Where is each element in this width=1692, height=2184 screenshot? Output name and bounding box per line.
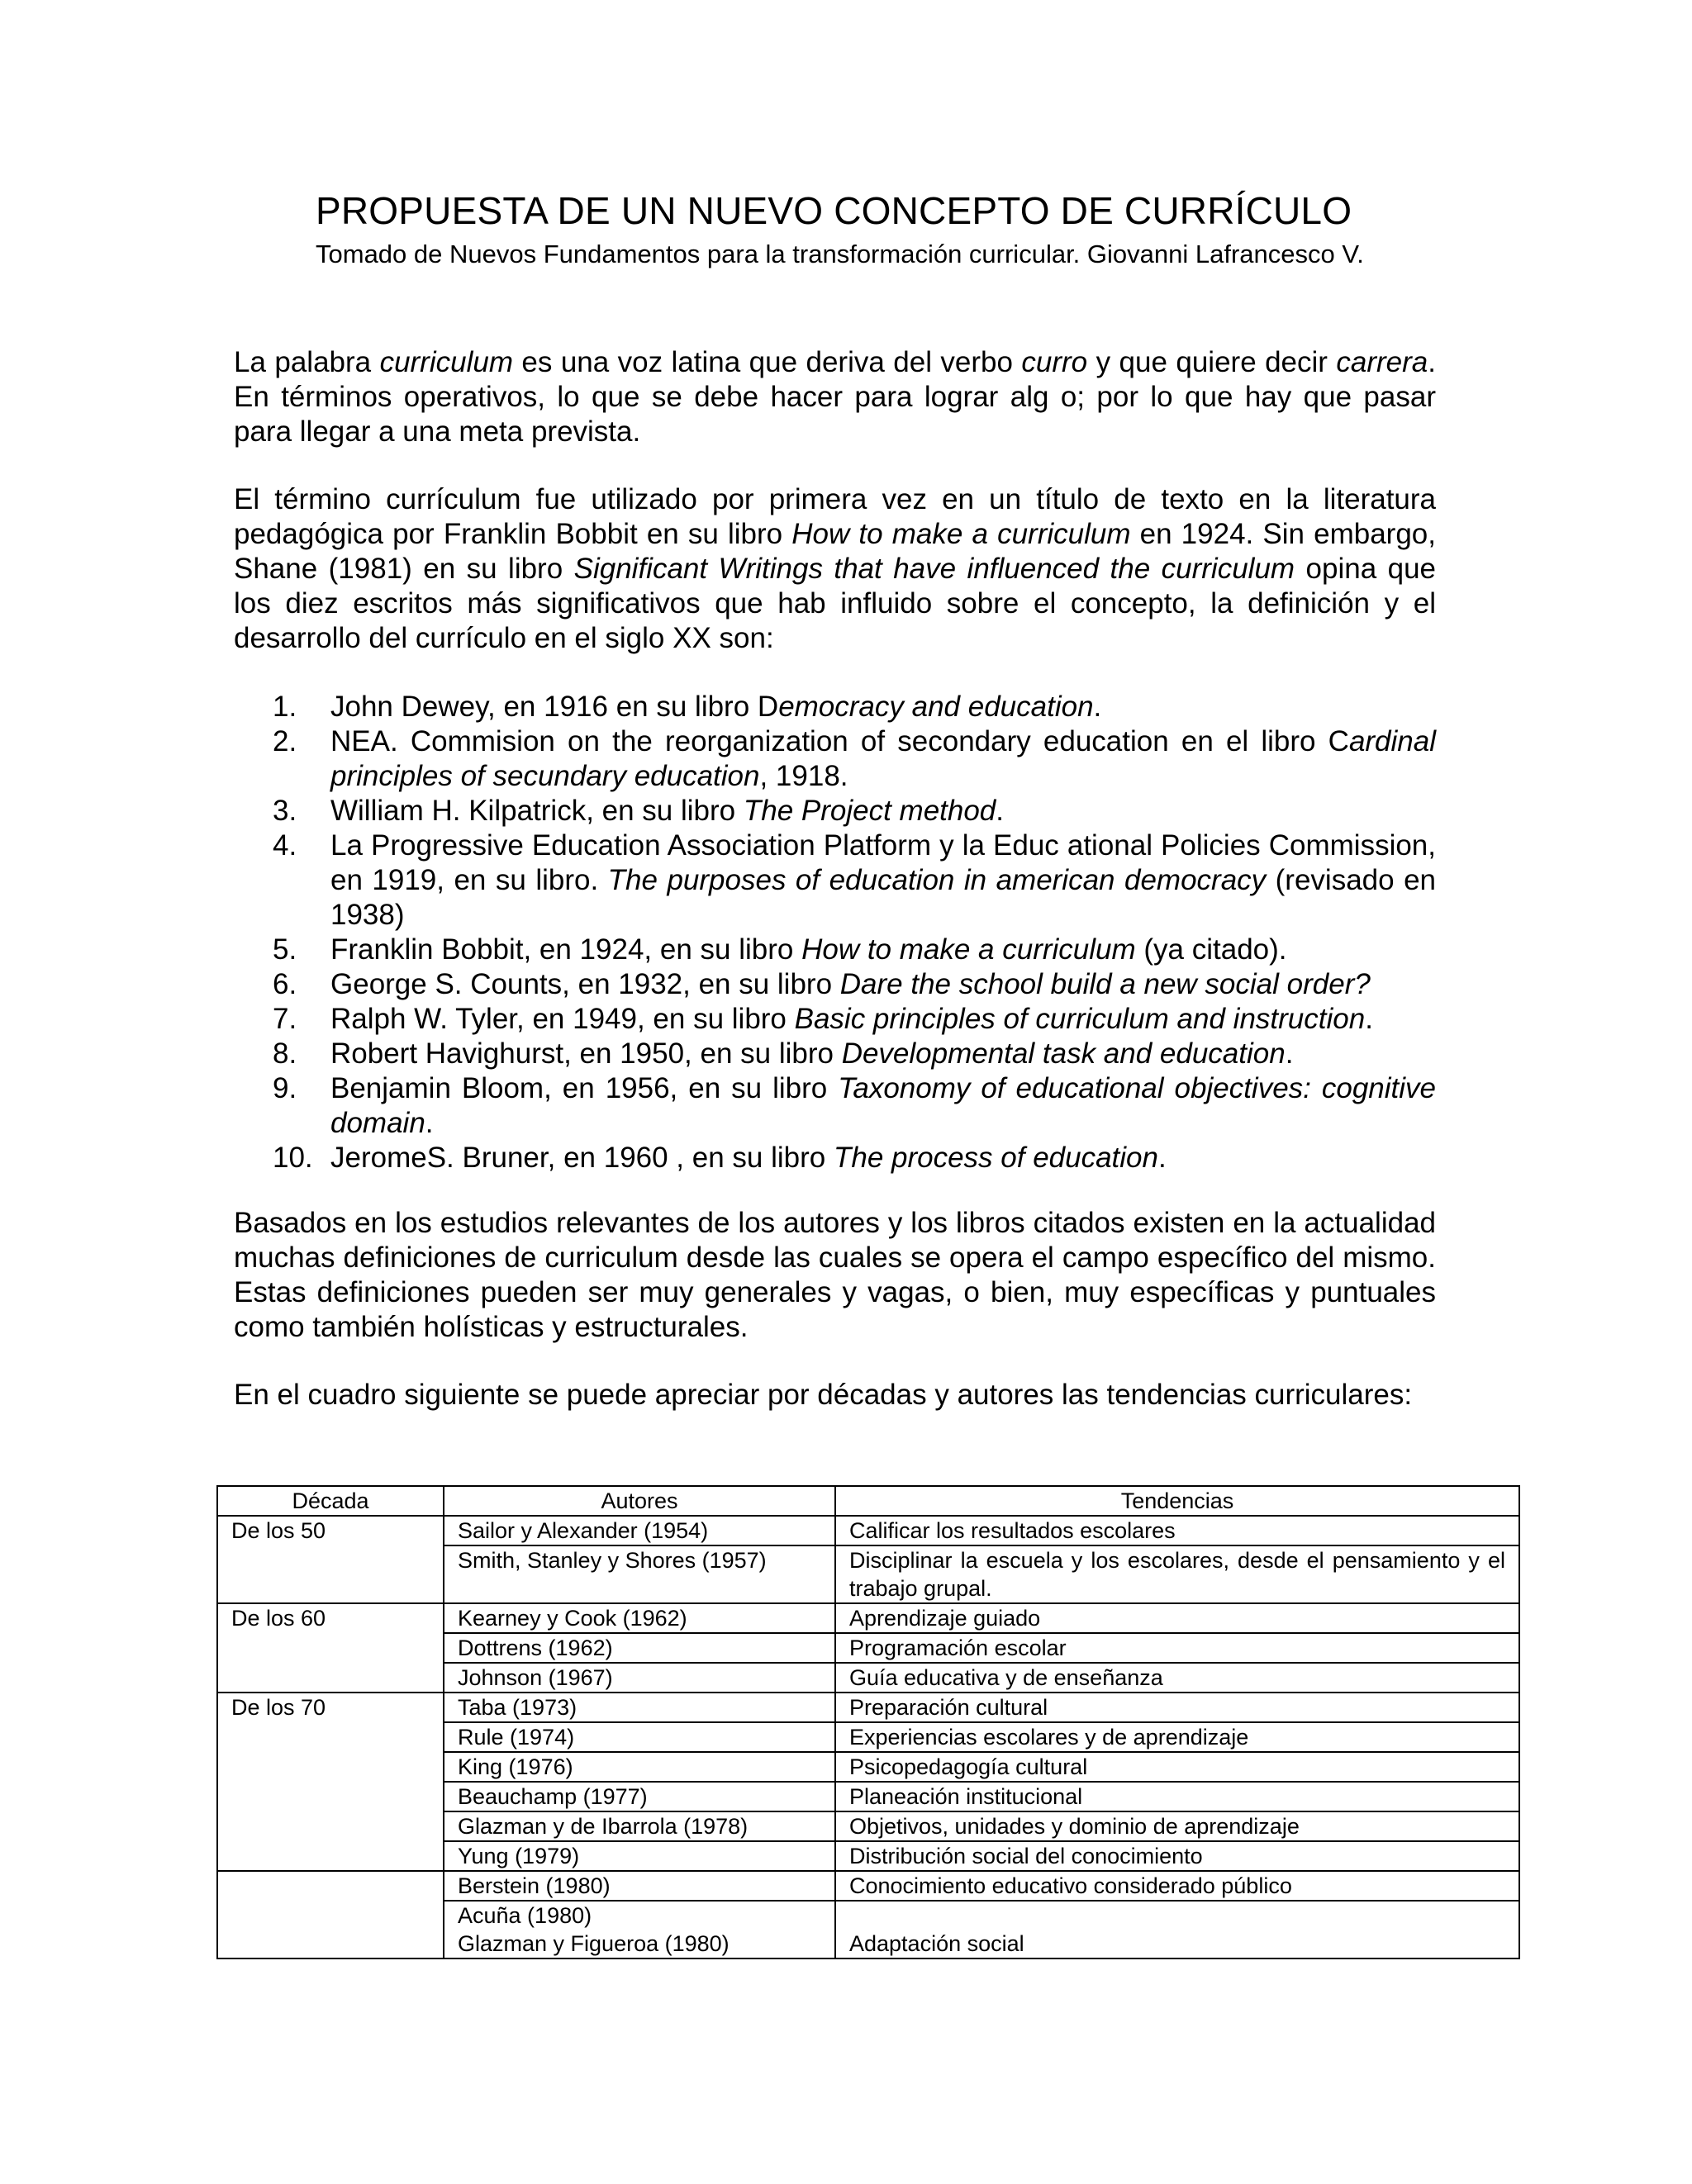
cell-autores bbox=[444, 1516, 835, 1545]
cell-autores bbox=[444, 1811, 835, 1841]
list-item bbox=[273, 724, 1436, 794]
text-run: Franklin Bobbit, en 1924, en su libro bbox=[330, 933, 802, 966]
list-item-number: 8. bbox=[273, 1037, 297, 1070]
text-run: . bbox=[1157, 1142, 1167, 1174]
author-name: Yung (1979) bbox=[458, 1844, 580, 1868]
author-name: Glazman y de Ibarrola (1978) bbox=[458, 1814, 749, 1839]
document-title: PROPUESTA DE UN NUEVO CONCEPTO DE CURRÍCULO bbox=[316, 189, 1352, 232]
cell-tendencia: Preparación cultural bbox=[835, 1693, 1519, 1722]
cell-autores bbox=[444, 1545, 835, 1603]
cell-decada: De los 70 bbox=[217, 1693, 444, 1871]
cell-decada bbox=[217, 1871, 444, 1958]
text-run: en 1924. Sin embargo, Shane (1981) en su libro bbox=[234, 518, 1436, 585]
italic-text: Basic principles of curriculum and instruction bbox=[794, 1003, 1366, 1035]
text-run: . bbox=[425, 1107, 434, 1139]
text-run: opina que los diez escritos más significativos que hab influido sobre el concepto, la definición y el desarrollo del currículo en el siglo XX son: bbox=[234, 553, 1436, 654]
list-item bbox=[273, 967, 1436, 1002]
cell-autores bbox=[444, 1841, 835, 1871]
text-run: John Dewey, en 1916 en su libro D bbox=[330, 691, 779, 723]
text-run: (revisado en 1938) bbox=[330, 864, 1437, 931]
cell-autores bbox=[444, 1663, 835, 1693]
cell-decada: De los 60 bbox=[217, 1603, 444, 1693]
text-run: Benjamin Bloom, en 1956, en su libro bbox=[330, 1072, 839, 1104]
list-item bbox=[273, 1141, 1436, 1175]
text-run: La palabra bbox=[234, 346, 380, 378]
cell-autores bbox=[444, 1722, 835, 1752]
text-run: . bbox=[1285, 1037, 1294, 1070]
paragraph-definitions bbox=[234, 1206, 1436, 1345]
text-run: . bbox=[1365, 1003, 1373, 1035]
list-item-number: 9. bbox=[273, 1072, 297, 1104]
text-run: La Progressive Education Association Platform y la Educ ational Policies Commission, en 1919, en su libro. bbox=[330, 829, 1436, 896]
cell-autores bbox=[444, 1603, 835, 1633]
cell-tendencia: Conocimiento educativo considerado público bbox=[835, 1871, 1519, 1901]
header-decada: Década bbox=[217, 1486, 444, 1516]
header-autores: Autores bbox=[444, 1486, 835, 1516]
text-run: En el cuadro siguiente se puede apreciar por décadas y autores las tendencias curriculares: bbox=[234, 1379, 1413, 1411]
list-item-number: 5. bbox=[273, 933, 297, 966]
author-name: Beauchamp (1977) bbox=[458, 1784, 648, 1809]
text-run: es una voz latina que deriva del verbo bbox=[512, 346, 1022, 378]
cell-tendencia: Calificar los resultados escolares bbox=[835, 1516, 1519, 1545]
italic-text: The Project method bbox=[743, 795, 996, 827]
paragraph-table-intro bbox=[234, 1378, 1436, 1412]
document-subtitle: Tomado de Nuevos Fundamentos para la transformación curricular. Giovanni Lafrancesco V. bbox=[316, 240, 1364, 268]
text-run: Basados en los estudios relevantes de los autores y los libros citados existen en la actualidad muchas definiciones de curriculum desde las cuales se opera el campo específico del mismo. Estas definiciones pueden ser muy generales y vagas, o bien, muy específicas y puntuales como también holísticas y estructurales. bbox=[234, 1207, 1436, 1343]
list-item-number: 6. bbox=[273, 968, 297, 1000]
paragraph-curriculum-history bbox=[234, 482, 1436, 656]
italic-text: carrera bbox=[1336, 346, 1428, 378]
table-row bbox=[217, 1693, 1519, 1722]
italic-text: ardinal principles of secundary education bbox=[330, 725, 1437, 792]
cell-tendencia: Psicopedagogía cultural bbox=[835, 1752, 1519, 1782]
author-name: Glazman y Figueroa (1980) bbox=[458, 1931, 730, 1956]
author-name: Smith, Stanley y Shores (1957) bbox=[458, 1548, 767, 1573]
text-run: . bbox=[1093, 691, 1102, 723]
text-run: , 1918. bbox=[759, 760, 848, 792]
text-run: El término currículum fue utilizado por primera vez en un título de texto en la literatura pedagógica por Franklin Bobbit en su libro bbox=[234, 483, 1436, 550]
list-item-number: 2. bbox=[273, 725, 297, 757]
curricular-trends-table bbox=[216, 1485, 1520, 1959]
list-item-number: 10. bbox=[273, 1142, 313, 1174]
cell-tendencia: Experiencias escolares y de aprendizaje bbox=[835, 1722, 1519, 1752]
list-item-number: 7. bbox=[273, 1003, 297, 1035]
list-item bbox=[273, 690, 1436, 724]
cell-autores bbox=[444, 1901, 835, 1958]
author-name: Johnson (1967) bbox=[458, 1665, 613, 1690]
cell-autores bbox=[444, 1693, 835, 1722]
cell-autores bbox=[444, 1752, 835, 1782]
author-name: Dottrens (1962) bbox=[458, 1636, 613, 1660]
author-name: Rule (1974) bbox=[458, 1725, 575, 1750]
cell-tendencia: Programación escolar bbox=[835, 1633, 1519, 1663]
author-name: Taba (1973) bbox=[458, 1695, 577, 1720]
author-name: King (1976) bbox=[458, 1754, 573, 1779]
text-run: George S. Counts, en 1932, en su libro bbox=[330, 968, 840, 1000]
table-header-row bbox=[217, 1486, 1519, 1516]
table-row bbox=[217, 1603, 1519, 1633]
text-run: Robert Havighurst, en 1950, en su libro bbox=[330, 1037, 842, 1070]
italic-text: Significant Writings that have influenced the curriculum bbox=[573, 553, 1295, 585]
cell-tendencia: Planeación institucional bbox=[835, 1782, 1519, 1811]
cell-tendencia: Distribución social del conocimiento bbox=[835, 1841, 1519, 1871]
cell-tendencia: Adaptación social bbox=[835, 1901, 1519, 1958]
text-run: . En términos operativos, lo que se debe hacer para lograr alg o; por lo que hay que pasar para llegar a una meta prevista. bbox=[234, 346, 1437, 448]
cell-tendencia: Guía educativa y de enseñanza bbox=[835, 1663, 1519, 1693]
author-name: Acuña (1980) bbox=[458, 1903, 592, 1928]
author-name: Kearney y Cook (1962) bbox=[458, 1606, 687, 1631]
italic-text: curriculum bbox=[379, 346, 513, 378]
italic-text: How to make a curriculum bbox=[791, 518, 1131, 550]
list-item bbox=[273, 1071, 1436, 1141]
cell-autores bbox=[444, 1871, 835, 1901]
list-item bbox=[273, 933, 1436, 967]
list-item bbox=[273, 794, 1436, 828]
text-run: (ya citado). bbox=[1135, 933, 1287, 966]
cell-tendencia: Objetivos, unidades y dominio de aprendizaje bbox=[835, 1811, 1519, 1841]
italic-text: curro bbox=[1021, 346, 1088, 378]
italic-text: Dare the school build a new social order? bbox=[839, 968, 1371, 1000]
list-item-number: 1. bbox=[273, 691, 297, 723]
text-run: y que quiere decir bbox=[1087, 346, 1337, 378]
cell-tendencia: Disciplinar la escuela y los escolares, desde el pensamiento y el trabajo grupal. bbox=[835, 1545, 1519, 1603]
italic-text: Taxonomy of educational objectives: cognitive domain bbox=[330, 1072, 1436, 1139]
author-name: Berstein (1980) bbox=[458, 1873, 611, 1898]
cell-decada: De los 50 bbox=[217, 1516, 444, 1603]
italic-text: emocracy and education bbox=[778, 691, 1094, 723]
table-row bbox=[217, 1516, 1519, 1545]
text-run: NEA. Commision on the re bbox=[330, 725, 692, 757]
header-tendencias: Tendencias bbox=[835, 1486, 1519, 1516]
text-run: JeromeS. Bruner, en 1960 , en su libro bbox=[330, 1142, 834, 1174]
italic-text: The purposes of education in american democracy bbox=[607, 864, 1267, 896]
italic-text: The process of education bbox=[833, 1142, 1158, 1174]
paragraph-curriculum-definition bbox=[234, 345, 1436, 449]
list-item bbox=[273, 1037, 1436, 1071]
cell-autores bbox=[444, 1782, 835, 1811]
list-item-number: 4. bbox=[273, 829, 297, 862]
table-row bbox=[217, 1871, 1519, 1901]
text-run: Ralph W. Tyler, en 1949, en su libro bbox=[330, 1003, 795, 1035]
list-item bbox=[273, 828, 1436, 933]
list-item bbox=[273, 1002, 1436, 1037]
italic-text: How to make a curriculum bbox=[801, 933, 1136, 966]
influential-writings-list bbox=[273, 690, 1436, 1175]
list-item-number: 3. bbox=[273, 795, 297, 827]
italic-text: Developmental task and education bbox=[841, 1037, 1286, 1070]
text-run: William H. Kilpatrick, en su libro bbox=[330, 795, 744, 827]
author-name: Sailor y Alexander (1954) bbox=[458, 1518, 709, 1543]
cell-autores bbox=[444, 1633, 835, 1663]
cell-tendencia: Aprendizaje guiado bbox=[835, 1603, 1519, 1633]
text-run: organization of secondary education en el libro C bbox=[691, 725, 1349, 757]
text-run: . bbox=[996, 795, 1005, 827]
